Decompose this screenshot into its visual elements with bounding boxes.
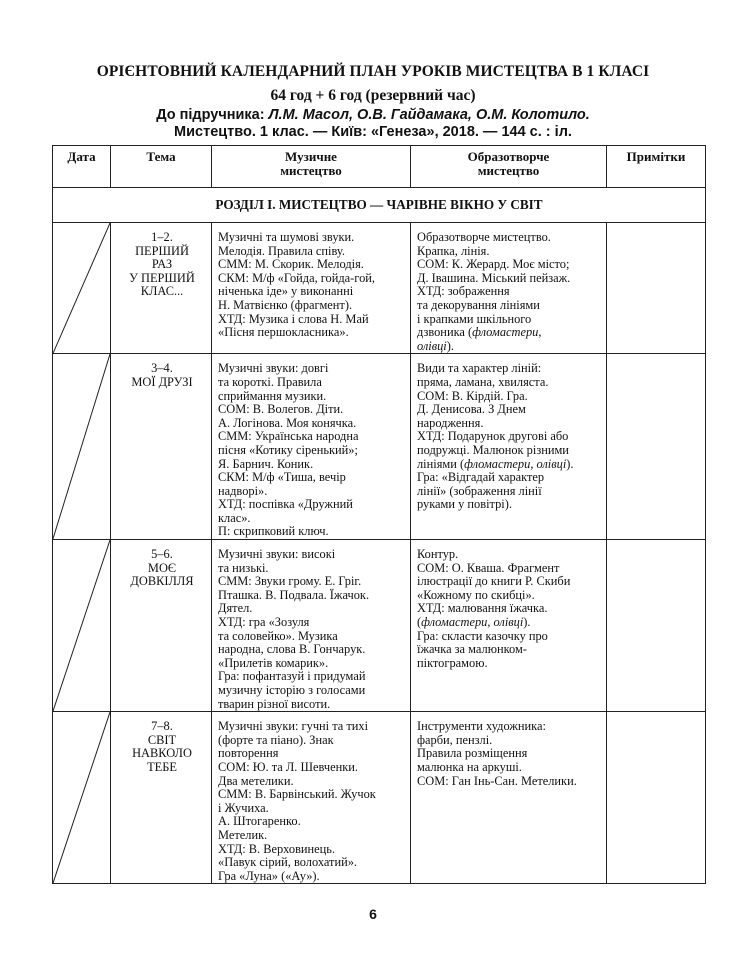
music-cell: Музичні звуки: високі та низькі. СММ: Звуки грому. Е. Гріг. Пташка. В. Подвала. Їжачок. Дятел. ХТД: гра «Зозуля та соловейко». Музика народна, слова В. Гончарук. «Прилетів комарик». Гра: пофантазуй і придумай музичну історію з голосами тварин різної висоти. — [212, 540, 411, 712]
topic-cell: 5–6. МОЄ ДОВКІЛЛЯ — [111, 540, 212, 712]
hours-subtitle: 64 год + 6 год (резервний час) — [270, 87, 476, 104]
visual-text: Образотворче мистецтво. Крапка, лінія. СОМ: К. Жерард. Моє місто; Д. Івашина. Міський пейзаж. ХТД: зображення та декорування лініями і крапками шкільного дзвоника ( — [417, 230, 571, 340]
table-row — [53, 712, 706, 884]
visual-text-end: ). Гра: «Відгадай характер лінії» (зображення лінії руками у повітрі). — [417, 456, 574, 512]
table-header-row — [53, 146, 706, 188]
date-cell — [53, 540, 111, 712]
notes-cell — [607, 712, 706, 884]
visual-cell — [411, 540, 607, 712]
col-header-music: Музичне мистецтво — [212, 146, 411, 188]
topic-cell: 7–8. СВІТ НАВКОЛО ТЕБЕ — [111, 712, 212, 884]
visual-materials: фломастери, олівці — [417, 325, 542, 353]
visual-materials: фломастери, олівці — [421, 615, 524, 630]
textbook-reference — [0, 107, 746, 123]
notes-cell — [607, 354, 706, 540]
col-header-topic: Тема — [111, 146, 212, 188]
diagonal-line — [53, 223, 110, 353]
visual-text-end: ). — [446, 338, 454, 353]
topic-cell: 1–2. ПЕРШИЙ РАЗ У ПЕРШИЙ КЛАС... — [111, 223, 212, 354]
plan-title: ОРІЄНТОВНИЙ КАЛЕНДАРНИЙ ПЛАН УРОКІВ МИСТЕЦТВА В 1 КЛАСІ — [96, 63, 650, 80]
col-header-notes: Примітки — [607, 146, 706, 188]
visual-text: Контур. СОМ: О. Кваша. Фрагмент ілюстрації до книги Р. Скиби «Кожному по скибці». ХТД: малювання їжачка. ( — [417, 547, 571, 630]
music-cell: Музичні звуки: гучні та тихі (форте та піано). Знак повторення СОМ: Ю. та Л. Шевченки. Два метелики. СММ: В. Барвінський. Жучок і Жучиха. А. Штогаренко. Метелик. ХТД: В. Верховинець. «Павук сірий, волохатий». Гра «Луна» («Ау»). — [212, 712, 411, 884]
date-cell — [53, 223, 111, 354]
page-number: 6 — [369, 906, 377, 922]
topic-cell: 3–4. МОЇ ДРУЗІ — [111, 354, 212, 540]
visual-cell — [411, 223, 607, 354]
notes-cell — [607, 540, 706, 712]
lesson-plan-table — [52, 145, 706, 884]
date-cell — [53, 354, 111, 540]
textbook-details: Мистецтво. 1 клас. — Київ: «Генеза», 2018. — 144 с. : іл. — [174, 124, 572, 140]
diagonal-line — [53, 354, 110, 539]
visual-text: Види та характер ліній: пряма, ламана, хвиляста. СОМ: В. Кірдій. Гра. Д. Денисова. З Днем народження. ХТД: Подарунок другові або подружці. Малюнок різними лініями ( — [417, 361, 569, 471]
section-title: РОЗДІЛ І. МИСТЕЦТВО — ЧАРІВНЕ ВІКНО У СВІТ — [53, 188, 706, 223]
textbook-authors: Л.М. Масол, О.В. Гайдамака, О.М. Колотило. — [268, 107, 590, 123]
diagonal-line — [53, 712, 110, 883]
col-header-date: Дата — [53, 146, 111, 188]
table-row — [53, 223, 706, 354]
visual-materials: фломастери, олівці — [464, 456, 567, 471]
music-cell: Музичні звуки: довгі та короткі. Правила сприймання музики. СОМ: В. Волегов. Діти. А. Логінова. Моя конячка. СММ: Українська народна пісня «Котику сіренький»; Я. Барнич. Коник. СКМ: М/ф «Тиша, вечір надворі». ХТД: поспівка «Дружний клас». П: скрипковий ключ. — [212, 354, 411, 540]
visual-text-end: ). Гра: скласти казочку про їжачка за малюнком- піктограмою. — [417, 615, 548, 670]
date-cell — [53, 712, 111, 884]
textbook-prefix: До підручника: — [156, 107, 269, 123]
section-row — [53, 188, 706, 223]
table-row — [53, 354, 706, 540]
col-header-visual: Образотворче мистецтво — [411, 146, 607, 188]
notes-cell — [607, 223, 706, 354]
diagonal-line — [53, 540, 110, 711]
visual-text: Інструменти художника: фарби, пензлі. Правила розміщення малюнка на аркуші. СОМ: Ган Інь-Сан. Метелики. — [417, 719, 577, 788]
visual-cell — [411, 712, 607, 884]
music-cell: Музичні та шумові звуки. Мелодія. Правила співу. СММ: М. Скорик. Мелодія. СКМ: М/ф «Гойда, гойда-гой, ніченька іде» у виконанні Н. Матвієнко (фрагмент). ХТД: Музика і слова Н. Май «Пісня першокласника». — [212, 223, 411, 354]
table-row — [53, 540, 706, 712]
visual-cell — [411, 354, 607, 540]
